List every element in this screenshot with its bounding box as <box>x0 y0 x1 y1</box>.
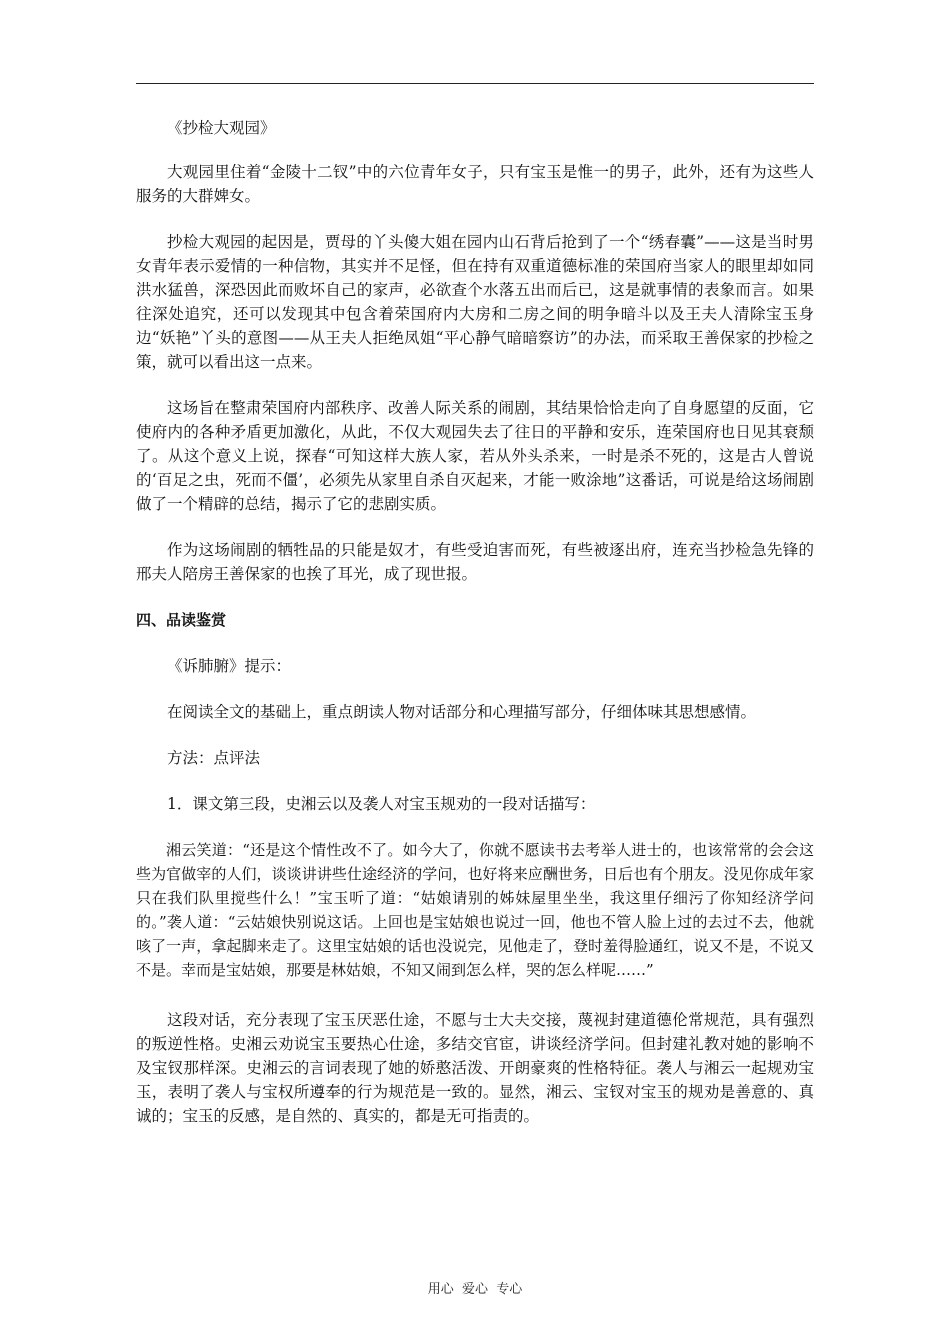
paragraph-intro: 大观园里住着“金陵十二钗”中的六位青年女子，只有宝玉是惟一的男子，此外，还有为这些人服务的大群婢女。 <box>136 163 814 205</box>
header-rule <box>136 83 814 84</box>
paragraph-victims: 作为这场闹剧的牺牲品的只能是奴才，有些受迫害而死，有些被逐出府，连充当抄检急先锋的邢夫人陪房王善保家的也挨了耳光，成了现世报。 <box>136 541 814 583</box>
page-footer: 用心 爱心 专心 <box>427 1282 523 1297</box>
paragraph-origin: 抄检大观园的起因是，贾母的丫头傻大姐在园内山石背后抢到了一个“绣春囊”——这是当时男女青年表示爱情的一种信物，其实并不足怪，但在持有双重道德标准的荣国府当家人的眼里却如同洪水猛兽，深恐因此而败坏自己的家声，必欲查个水落五出而后已，这是就事情的表象而言。如果往深处追究，还可以发现其中包含着荣国府内大房和二房之间的明争暗斗以及王夫人清除宝玉身边“妖艳”丫头的意图——从王夫人拒绝凤姐“平心静气暗暗察访”的办法，而采取王善保家的抄检之策，就可以看出这一点来。 <box>136 233 814 371</box>
prompt-instruction: 在阅读全文的基础上，重点朗读人物对话部分和心理描写部分，仔细体味其思想感情。 <box>167 703 757 721</box>
section-title: 《抄检大观园》 <box>167 119 276 137</box>
item-1: 1．课文第三段，史湘云以及袭人对宝玉规劝的一段对话描写： <box>167 795 596 813</box>
paragraph-analysis: 这段对话，充分表现了宝玉厌恶仕途，不愿与士大夫交接，蔑视封建道德伦常规范，具有强烈的叛逆性格。史湘云劝说宝玉要热心仕途，多结交官宦，讲谈经济学问。但封建礼教对她的影响不及宝钗那样深。史湘云的言词表现了她的娇憨活泼、开朗豪爽的性格特征。袭人与湘云一起规劝宝玉，表明了袭人与宝权所遵奉的行为规范是一致的。显然，湘云、宝钗对宝玉的规劝是善意的、真诚的；宝玉的反感，是自然的、真实的，都是无可指责的。 <box>136 1011 814 1125</box>
prompt-title: 《诉肺腑》提示： <box>167 657 292 675</box>
paragraph-result: 这场旨在整肃荣国府内部秩序、改善人际关系的闹剧，其结果恰恰走向了自身愿望的反面，它使府内的各种矛盾更加激化，从此，不仅大观园失去了往日的平静和安乐，连荣国府也日见其衰颓了。从这个意义上说，探春“可知这样大族人家，若从外头杀来，一时是杀不死的，这是古人曾说的‘百足之虫，死而不僵’，必须先从家里自杀自灭起来，才能一败涂地”这番话，可说是给这场闹剧做了一个精辟的总结，揭示了它的悲剧实质。 <box>136 399 814 513</box>
section-heading: 四、品读鉴赏 <box>136 611 227 629</box>
document-body <box>136 116 814 1128</box>
method-line: 方法：点评法 <box>167 749 261 767</box>
dialogue-quote: 湘云笑道：“还是这个情性改不了。如今大了，你就不愿读书去考举人进士的，也该常常的会会这些为官做宰的人们，谈谈讲讲些仕途经济的学问，也好将来应酬世务，日后也有个朋友。没见你成年家只在我们队里搅些什么！”宝玉听了道：“姑娘请别的姊妹屋里坐坐，我这里仔细污了你知经济学问的。”袭人道：“云姑娘快别说这话。上回也是宝姑娘也说过一回，他也不管人脸上过的去过不去，他就咳了一声，拿起脚来走了。这里宝姑娘的话也没说完，见他走了，登时羞得脸通红，说又不是，不说又不是。幸而是宝姑娘，那要是林姑娘，不知又闹到怎么样，哭的怎么样呢……” <box>136 841 814 979</box>
